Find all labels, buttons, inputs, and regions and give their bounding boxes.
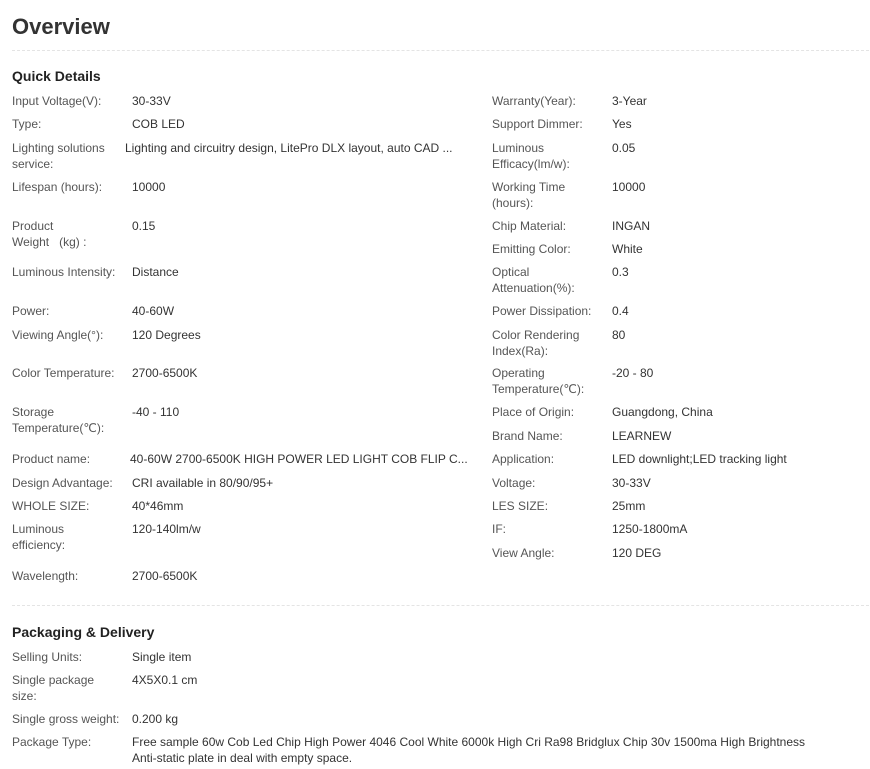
- packaging-value: 4X5X0.1 cm: [132, 673, 198, 687]
- packaging-label: Single gross weight:: [12, 712, 120, 726]
- detail-value: 120 Degrees: [132, 328, 201, 342]
- detail-value: White: [612, 242, 643, 256]
- detail-label: Lifespan (hours):: [12, 180, 103, 194]
- detail-value: LED downlight;LED tracking light: [612, 452, 787, 466]
- detail-label: Chip Material:: [492, 219, 567, 233]
- detail-value: 30-33V: [612, 476, 651, 490]
- detail-value: 120 DEG: [612, 546, 662, 560]
- detail-value: 40-60W 2700-6500K HIGH POWER LED LIGHT COB FLIP C...: [130, 452, 468, 466]
- detail-value: -20 - 80: [612, 366, 654, 380]
- detail-value: 40*46mm: [132, 499, 184, 513]
- detail-label: Storage Temperature(℃):: [12, 405, 105, 435]
- detail-label: Wavelength:: [12, 569, 79, 583]
- detail-label: Luminous Efficacy(lm/w):: [492, 141, 570, 171]
- page-title: Overview: [12, 14, 110, 39]
- detail-label: Design Advantage:: [12, 476, 113, 490]
- detail-value: CRI available in 80/90/95+: [132, 476, 274, 490]
- detail-value: 0.15: [132, 219, 156, 233]
- detail-value: 120-140lm/w: [132, 522, 201, 536]
- detail-label: Brand Name:: [492, 429, 563, 443]
- title-divider: [12, 50, 869, 51]
- detail-value: LEARNEW: [612, 429, 672, 443]
- packaging-label: Package Type:: [12, 735, 92, 749]
- detail-value: Lighting and circuitry design, LitePro DLX layout, auto CAD ...: [125, 141, 453, 155]
- detail-label: Power Dissipation:: [492, 304, 592, 318]
- section-divider: [12, 605, 869, 606]
- detail-label: Warranty(Year):: [492, 94, 576, 108]
- detail-label: Viewing Angle(°):: [12, 328, 104, 342]
- detail-label: Support Dimmer:: [492, 117, 583, 131]
- detail-label: Voltage:: [492, 476, 536, 490]
- detail-label: Color Temperature:: [12, 366, 115, 380]
- detail-label: Optical Attenuation(%):: [492, 265, 575, 295]
- quick-details-heading: Quick Details: [12, 68, 101, 84]
- detail-label: LES SIZE:: [492, 499, 549, 513]
- detail-value: 3-Year: [612, 94, 647, 108]
- detail-label: Luminous efficiency:: [12, 522, 66, 552]
- detail-label: Place of Origin:: [492, 405, 575, 419]
- detail-label: WHOLE SIZE:: [12, 499, 90, 513]
- detail-label: View Angle:: [492, 546, 555, 560]
- detail-label: Working Time (hours):: [492, 180, 566, 210]
- detail-label: Color Rendering Index(Ra):: [492, 328, 580, 358]
- packaging-label: Selling Units:: [12, 650, 83, 664]
- detail-value: INGAN: [612, 219, 651, 233]
- packaging-label: Single package size:: [12, 673, 95, 703]
- detail-value: 40-60W: [132, 304, 175, 318]
- packaging-value: Free sample 60w Cob Led Chip High Power 4046 Cool White 6000k High Cri Ra98 Bridglux Chip 30v 1500ma High Brightness Anti-static plate in deal with empty space.: [132, 735, 806, 765]
- detail-value: 1250-1800mA: [612, 522, 688, 536]
- detail-value: 0.4: [612, 304, 629, 318]
- detail-label: IF:: [492, 522, 506, 536]
- detail-label: Emitting Color:: [492, 242, 571, 256]
- detail-value: 25mm: [612, 499, 646, 513]
- packaging-value: 0.200 kg: [132, 712, 179, 726]
- detail-label: Product name:: [12, 452, 91, 466]
- detail-label: Input Voltage(V):: [12, 94, 102, 108]
- detail-value: 30-33V: [132, 94, 171, 108]
- detail-value: 0.05: [612, 141, 636, 155]
- detail-value: 2700-6500K: [132, 366, 198, 380]
- detail-label: Product Weight (kg) :: [12, 219, 87, 249]
- detail-value: Distance: [132, 265, 179, 279]
- detail-label: Luminous Intensity:: [12, 265, 116, 279]
- detail-label: Lighting solutions service:: [12, 141, 105, 171]
- detail-value: 0.3: [612, 265, 629, 279]
- detail-label: Application:: [492, 452, 555, 466]
- detail-value: Guangdong, China: [612, 405, 713, 419]
- detail-value: Yes: [612, 117, 632, 131]
- detail-label: Type:: [12, 117, 42, 131]
- detail-label: Power:: [12, 304, 50, 318]
- detail-value: -40 - 110: [132, 405, 180, 419]
- detail-value: 2700-6500K: [132, 569, 198, 583]
- packaging-value: Single item: [132, 650, 192, 664]
- detail-value: 10000: [132, 180, 166, 194]
- detail-value: 80: [612, 328, 626, 342]
- detail-value: 10000: [612, 180, 646, 194]
- detail-value: COB LED: [132, 117, 185, 131]
- packaging-heading: Packaging & Delivery: [12, 624, 155, 640]
- detail-label: Operating Temperature(℃):: [492, 366, 585, 396]
